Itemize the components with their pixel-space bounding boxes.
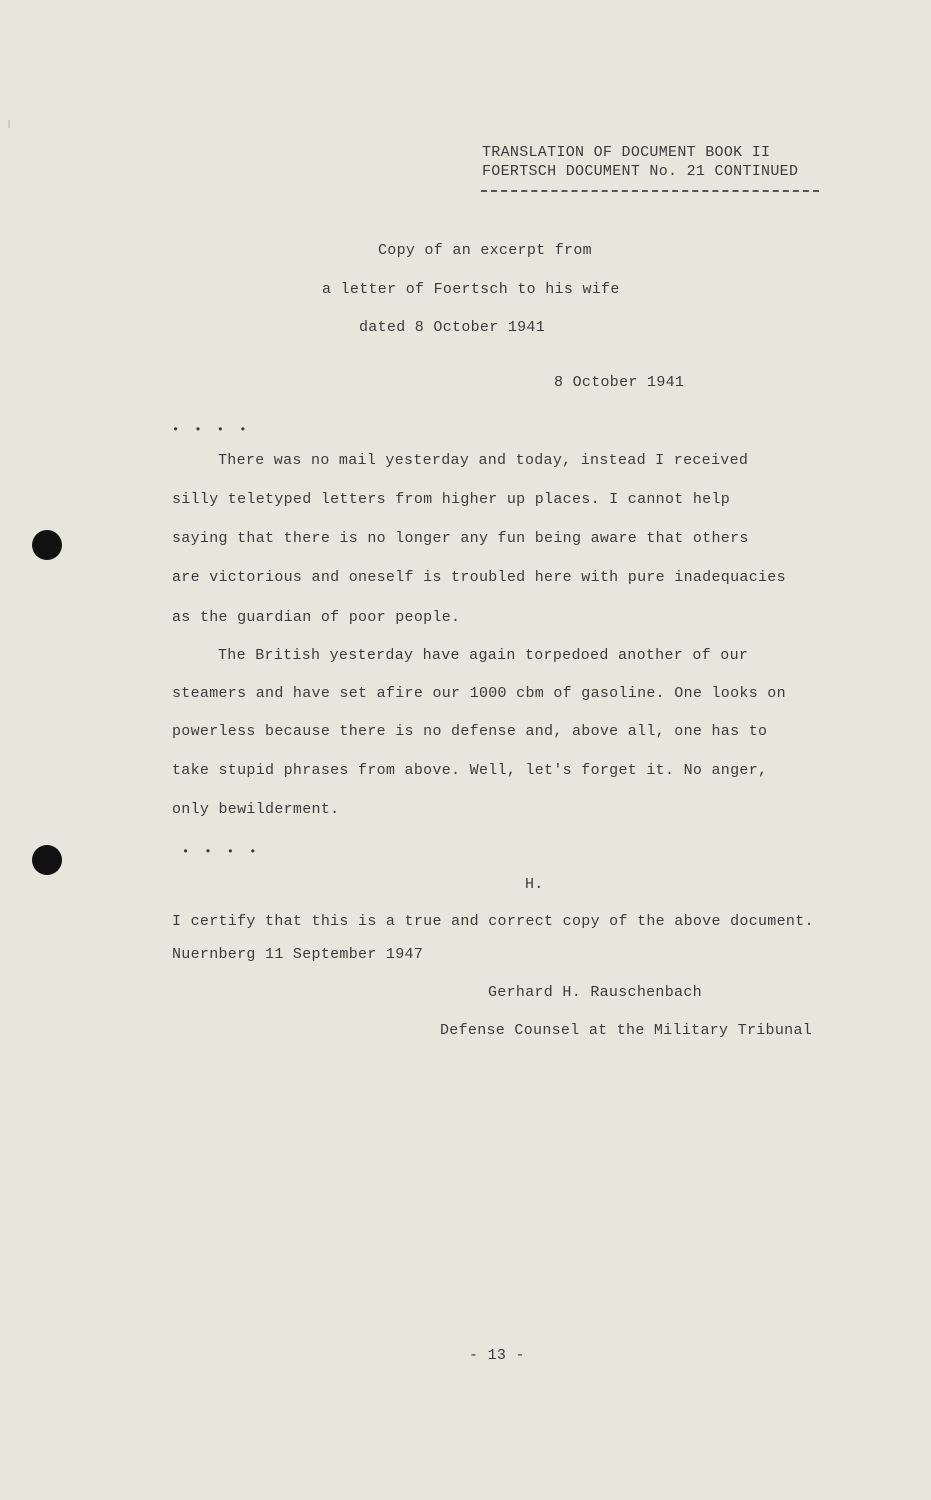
certifier-name: Gerhard H. Rauschenbach [488,984,702,1001]
intro-line-1: Copy of an excerpt from [378,242,592,259]
body-line: saying that there is no longer any fun being aware that others [172,530,749,547]
punch-hole [32,845,62,875]
certification-place-date: Nuernberg 11 September 1947 [172,946,424,963]
header-underline [481,190,819,192]
body-line: powerless because there is no defense and, above all, one has to [172,723,768,740]
body-line: steamers and have set afire our 1000 cbm of gasoline. One looks on [172,685,786,702]
punch-hole [32,530,62,560]
certifier-title: Defense Counsel at the Military Tribunal [440,1022,813,1039]
ellipsis-bottom: • • • • [182,845,261,859]
header-line-2: FOERTSCH DOCUMENT No. 21 CONTINUED [482,163,799,180]
body-line: as the guardian of poor people. [172,609,461,626]
body-line: The British yesterday have again torpedoed another of our [218,647,749,664]
letter-date: 8 October 1941 [554,374,685,391]
intro-line-2: a letter of Foertsch to his wife [322,281,620,298]
body-line: are victorious and oneself is troubled here with pure inadequacies [172,569,786,586]
signature-initial: H. [525,876,544,893]
ellipsis-top: • • • • [172,423,251,437]
header-line-1: TRANSLATION OF DOCUMENT BOOK II [482,144,771,161]
body-line: There was no mail yesterday and today, instead I received [218,452,749,469]
page-number: - 13 - [469,1347,525,1364]
body-line: take stupid phrases from above. Well, let's forget it. No anger, [172,762,768,779]
body-line: only bewilderment. [172,801,340,818]
edge-mark [8,120,10,128]
intro-line-3: dated 8 October 1941 [359,319,546,336]
certification-text: I certify that this is a true and correct copy of the above document. [172,913,814,930]
body-line: silly teletyped letters from higher up places. I cannot help [172,491,731,508]
